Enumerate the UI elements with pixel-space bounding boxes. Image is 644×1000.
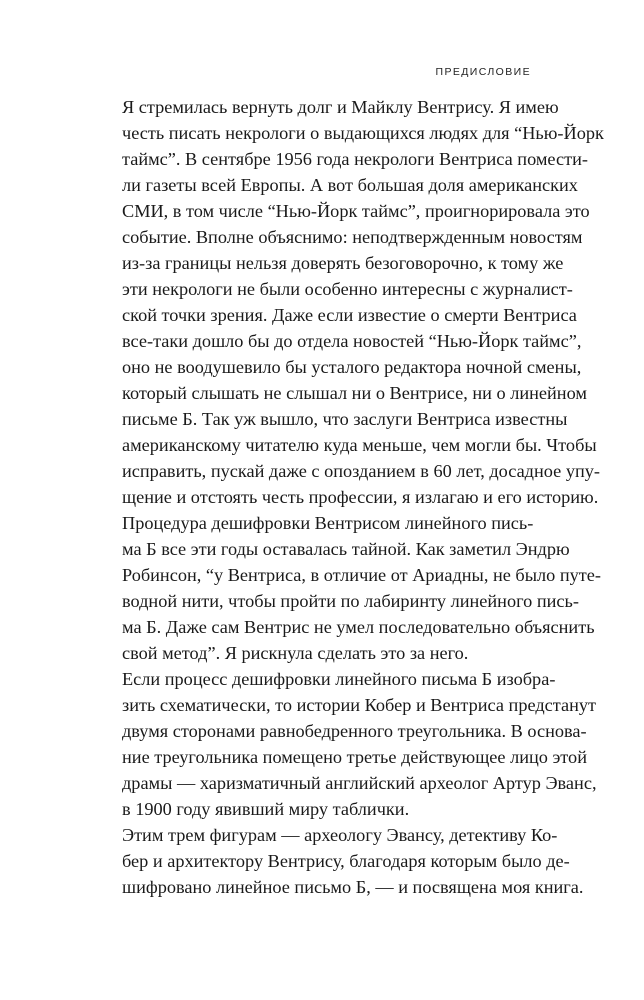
text-line: который слышать не слышал ни о Вентрисе, ни о линейном [122,383,587,403]
text-line: ской точки зрения. Даже если известие о смерти Вентриса [122,305,577,325]
text-line: все-таки дошло бы до отдела новостей “Нью-Йорк таймс”, [122,331,582,351]
paragraph [90,822,584,900]
text-line: шифровано линейное письмо Б, — и посвящена моя книга. [122,877,584,897]
text-line: Робинсон, “у Вентриса, в отличие от Ариадны, не было путе- [122,565,601,585]
text-line: Я стремилась вернуть долг и Майклу Вентрису. Я имею [122,97,559,117]
text-line: письме Б. Так уж вышло, что заслуги Вентриса известны [122,409,568,429]
text-line: исправить, пускай даже с опозданием в 60 лет, досадное упу- [122,461,600,481]
paragraph [90,666,597,822]
text-line: водной нити, чтобы пройти по лабиринту линейного пись- [122,591,579,611]
text-line: ние треугольника помещено третье действующее лицо этой [122,747,587,767]
text-line: ма Б. Даже сам Вентрис не умел последовательно объяснить [122,617,595,637]
text-line: драмы — харизматичный английский археолог Артур Эванс, [122,773,597,793]
text-line: зить схематически, то истории Кобер и Вентриса предстанут [122,695,596,715]
text-line: оно не воодушевило бы усталого редактора ночной смены, [122,357,582,377]
text-line: свой метод”. Я рискнула сделать это за него. [122,643,469,663]
text-line: событие. Вполне объяснимо: неподтвержденным новостям [122,227,583,247]
text-line: в 1900 году явивший миру таблички. [122,799,410,819]
paragraph [90,94,604,510]
text-line: СМИ, в том числе “Нью-Йорк таймс”, проигнорировала это [122,201,590,221]
text-line: Если процесс дешифровки линейного письма Б изобра- [122,669,556,689]
text-line: таймс”. В сентябре 1956 года некрологи Вентриса помести- [122,149,588,169]
text-line: ли газеты всей Европы. А вот большая доля американских [122,175,578,195]
body-text [90,94,604,900]
text-line: из-за границы нельзя доверять безоговорочно, к тому же [122,253,564,273]
text-line: двумя сторонами равнобедренного треугольника. В основа- [122,721,587,741]
text-line: американскому читателю куда меньше, чем могли бы. Чтобы [122,435,597,455]
text-line: ма Б все эти годы оставалась тайной. Как заметил Эндрю [122,539,570,559]
text-line: щение и отстоять честь профессии, я излагаю и его историю. [122,487,599,507]
text-line: Этим трем фигурам — археологу Эвансу, детективу Ко- [122,825,558,845]
running-head: ПРЕДИСЛОВИЕ [435,66,531,78]
text-line: бер и архитектору Вентрису, благодаря которым было де- [122,851,570,871]
text-line: честь писать некрологи о выдающихся людях для “Нью-Йорк [122,123,604,143]
text-line: эти некрологи не были особенно интересны с журналист- [122,279,573,299]
paragraph [90,510,601,666]
text-line: Процедура дешифровки Вентрисом линейного пись- [122,513,534,533]
